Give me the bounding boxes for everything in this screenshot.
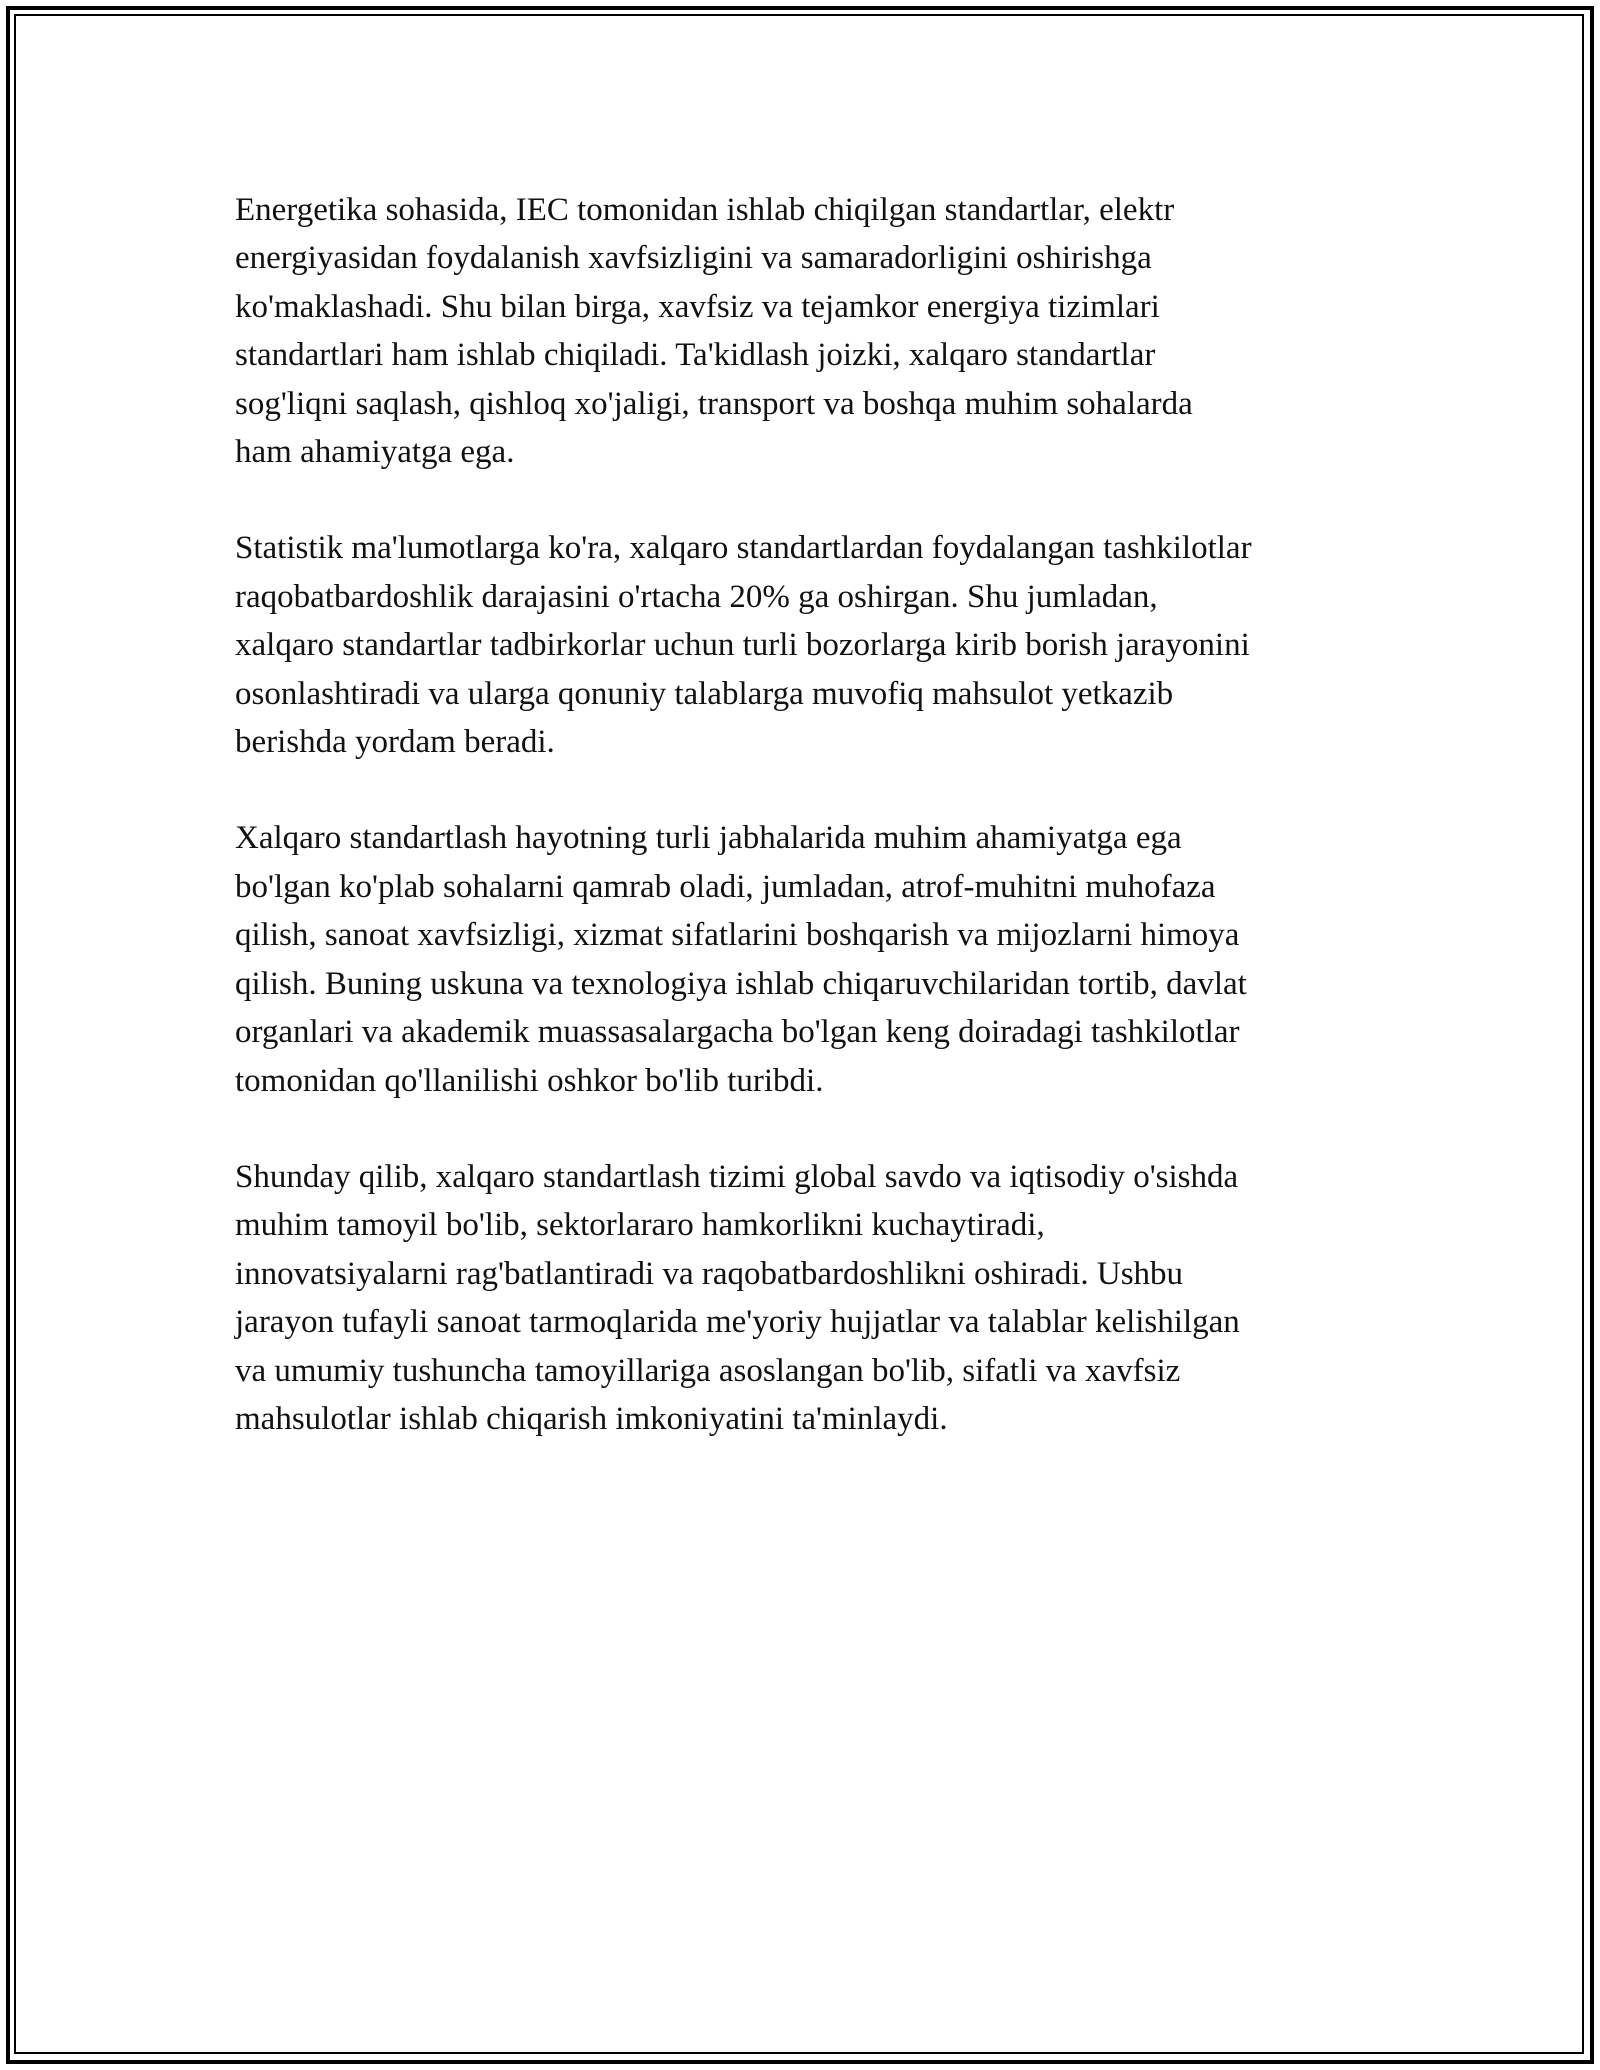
text-line: Statistik ma'lumotlarga ko'ra, xalqaro standartlardan foydalangan tashkilotlar (235, 530, 1252, 567)
text-line: berishda yordam beradi. (235, 724, 555, 761)
text-line: innovatsiyalarni rag'batlantiradi va raqobatbardoshlikni oshiradi. Ushbu (235, 1255, 1184, 1292)
paragraph-energy-standards (235, 186, 1385, 476)
text-line: muhim tamoyil bo'lib, sektorlararo hamkorlikni kuchaytiradi, (235, 1207, 1045, 1244)
text-line: energiyasidan foydalanish xavfsizligini va samaradorligini oshirishga (235, 240, 1152, 277)
paragraph-conclusion (235, 1153, 1385, 1443)
text-line: organlari va akademik muassasalargacha bo'lgan keng doiradagi tashkilotlar (235, 1014, 1240, 1051)
text-line: ham ahamiyatga ega. (235, 434, 515, 471)
text-line: Xalqaro standartlash hayotning turli jabhalarida muhim ahamiyatga ega (235, 820, 1182, 857)
text-line: bo'lgan ko'plab sohalarni qamrab oladi, jumladan, atrof-muhitni muhofaza (235, 868, 1216, 905)
text-line: standartlari ham ishlab chiqiladi. Ta'kidlash joizki, xalqaro standartlar (235, 337, 1156, 374)
text-line: sog'liqni saqlash, qishloq xo'jaligi, transport va boshqa muhim sohalarda (235, 385, 1193, 422)
text-line: qilish. Buning uskuna va texnologiya ishlab chiqaruvchilaridan tortib, davlat (235, 965, 1247, 1002)
paragraph-scope (235, 814, 1385, 1104)
paragraph-statistics (235, 524, 1385, 766)
text-line: raqobatbardoshlik darajasini o'rtacha 20% ga oshirgan. Shu jumladan, (235, 578, 1158, 615)
text-line: jarayon tufayli sanoat tarmoqlarida me'yoriy hujjatlar va talablar kelishilgan (235, 1304, 1240, 1341)
document-body (235, 186, 1385, 1491)
text-line: xalqaro standartlar tadbirkorlar uchun turli bozorlarga kirib borish jarayonini (235, 627, 1250, 664)
text-line: Energetika sohasida, IEC tomonidan ishlab chiqilgan standartlar, elektr (235, 192, 1175, 228)
text-line: osonlashtiradi va ularga qonuniy talablarga muvofiq mahsulot yetkazib (235, 675, 1174, 712)
text-line: ko'maklashadi. Shu bilan birga, xavfsiz va tejamkor energiya tizimlari (235, 288, 1160, 325)
text-line: va umumiy tushuncha tamoyillariga asoslangan bo'lib, sifatli va xavfsiz (235, 1352, 1181, 1389)
text-line: Shunday qilib, xalqaro standartlash tizimi global savdo va iqtisodiy o'sishda (235, 1158, 1239, 1195)
text-line: tomonidan qo'llanilishi oshkor bo'lib turibdi. (235, 1062, 824, 1099)
text-line: qilish, sanoat xavfsizligi, xizmat sifatlarini boshqarish va mijozlarni himoya (235, 917, 1240, 954)
text-line: mahsulotlar ishlab chiqarish imkoniyatini ta'minlaydi. (235, 1400, 948, 1437)
